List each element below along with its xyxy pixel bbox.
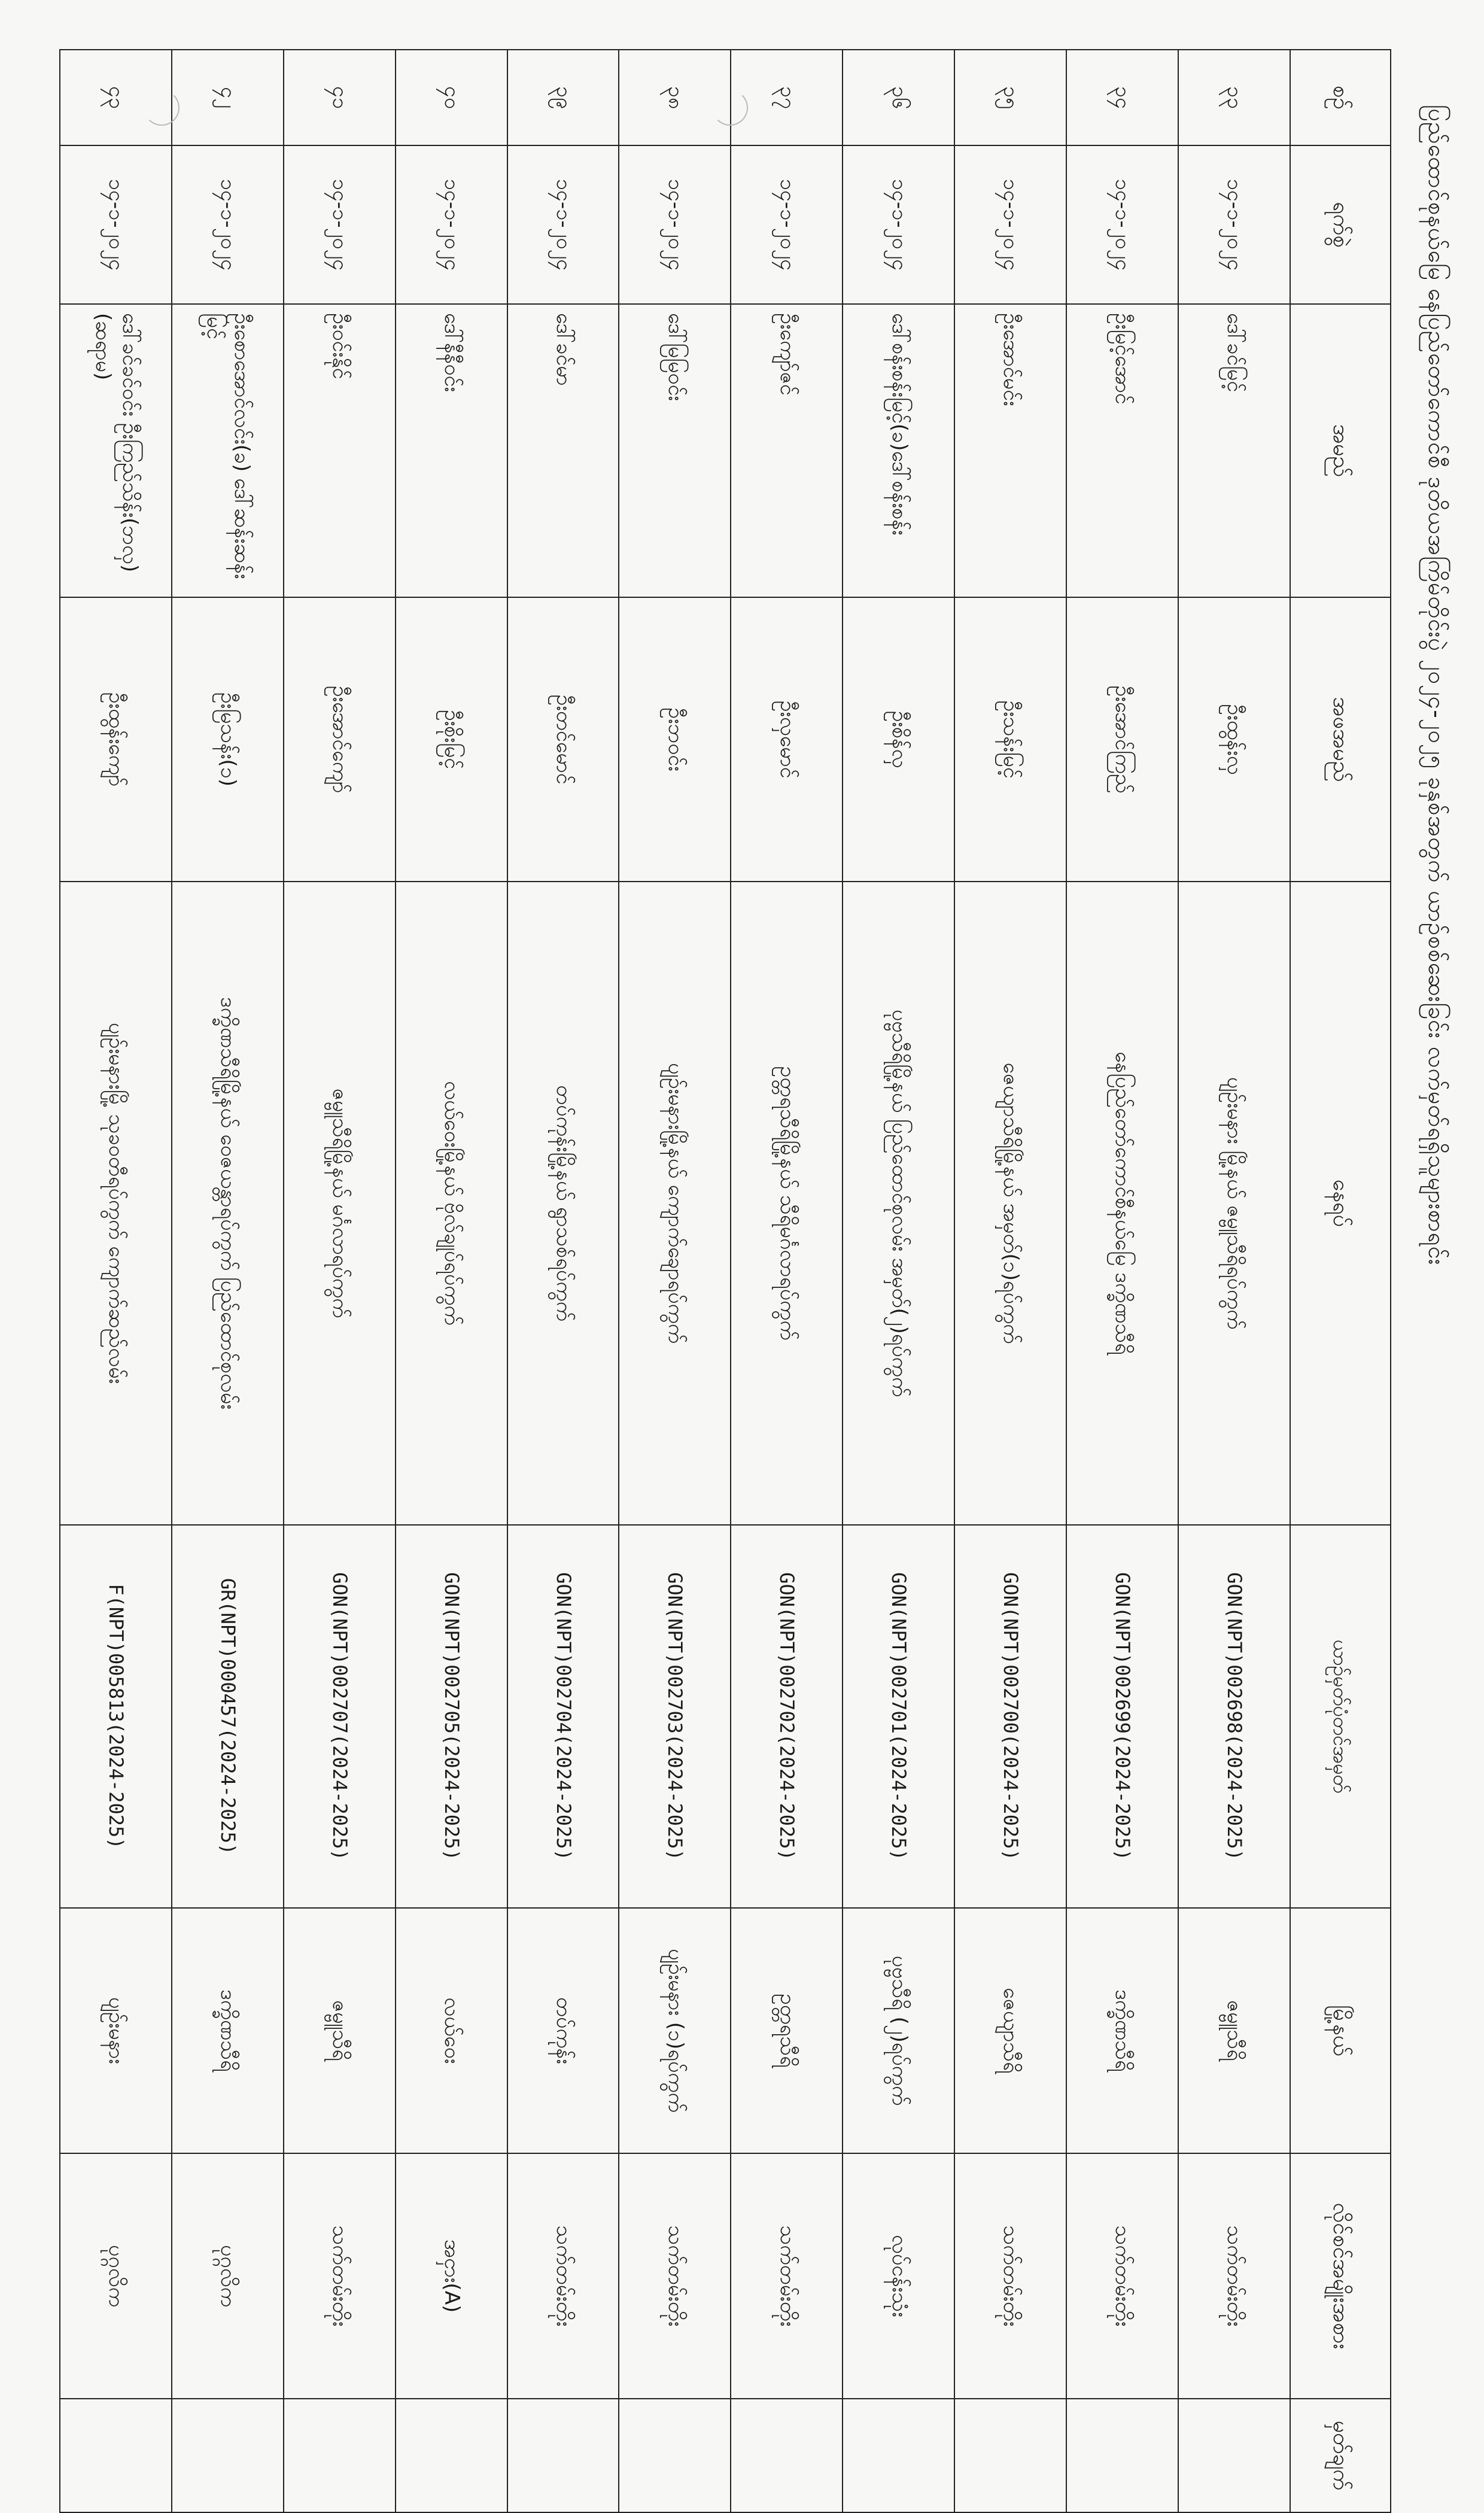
row-father: ဦးထွန်းလှ — [1178, 597, 1290, 882]
row-address: ပျဉ်းမနား မြို့နယ် ဇမ္ဗူသီရိရပ်ကွက် — [1178, 882, 1290, 1525]
row-no: ၄၁ — [284, 50, 396, 145]
header-township: မြို့နယ် — [1290, 1908, 1391, 2153]
header-no: စဉ် — [1290, 50, 1391, 145]
row-name: ဦးကျော်ဇင် — [731, 304, 843, 597]
row-father: ဦးတင်မောင် — [507, 597, 619, 882]
row-registration: GON(NPT)002699(2024-2025) — [1066, 1525, 1178, 1908]
table-row — [954, 50, 1066, 2512]
row-address: လယ်ဝေးမြို့နယ် ဗိုလ်ချုပ်ရပ်ကွက် — [396, 882, 507, 1525]
row-name: ဒေါ်စန်းစန်းမြင့်(ခ)ဒေါ်စန်းစန်း — [843, 304, 954, 597]
row-address: ဒက္ခိဏသီရိမြို့နယ် ဝေဇယန္တာရပ်ကွက် ပြည်ထောင်စုလမ်း — [172, 882, 284, 1525]
row-registration: GON(NPT)002703(2024-2025) — [619, 1525, 731, 1908]
row-address: ဥတ္တရသီရိမြို့နယ် သီရိမင်္ဂလာရပ်ကွက် — [731, 882, 843, 1525]
table-row — [1178, 50, 1290, 2512]
row-township: ဇေယျာသီရိ — [954, 1908, 1066, 2153]
row-no: ၃၅ — [954, 50, 1066, 145]
row-township: ဒက္ခိဏသီရိ — [1066, 1908, 1178, 2153]
row-remark — [731, 2399, 843, 2512]
row-remark — [284, 2399, 396, 2512]
row-license-type: သက်တမ်းတိုး — [731, 2153, 843, 2399]
row-remark — [1066, 2399, 1178, 2512]
row-date: ၁၄-၁-၂၀၂၄ — [731, 145, 843, 304]
row-remark — [1178, 2399, 1290, 2512]
row-license-type: သက်တမ်းတိုး — [1178, 2153, 1290, 2399]
header-remark: မှတ်ချက် — [1290, 2399, 1391, 2512]
row-township: ဒက္ခိဏသီရိ — [172, 1908, 284, 2153]
row-township: ပျဉ်းမနား (၁)ရပ်ကွက် — [619, 1908, 731, 2153]
row-name: ဒေါ်ခင်မြင့် — [1178, 304, 1290, 597]
row-township: တပ်ကုန်း — [507, 1908, 619, 2153]
row-registration: GON(NPT)002704(2024-2025) — [507, 1525, 619, 1908]
row-no: ၄၃ — [60, 50, 172, 145]
row-registration: GON(NPT)002707(2024-2025) — [284, 1525, 396, 1908]
header-address: နေရပ် — [1290, 882, 1391, 1525]
row-township: ပျဉ်းမနား — [60, 1908, 172, 2153]
table-row — [60, 50, 172, 2512]
row-registration: GON(NPT)002700(2024-2025) — [954, 1525, 1066, 1908]
row-date: ၁၄-၁-၂၀၂၄ — [619, 145, 731, 304]
row-registration: GON(NPT)002702(2024-2025) — [731, 1525, 843, 1908]
row-name: ဒေါ်နီနီဝင်း — [396, 304, 507, 597]
row-address: ဇမ္ဗူသီရိမြို့နယ် မင်္ဂလာရပ်ကွက် — [284, 882, 396, 1525]
punch-hole-mark — [144, 90, 180, 126]
table-row — [172, 50, 284, 2512]
header-name: အမည် — [1290, 304, 1391, 597]
table-row — [507, 50, 619, 2512]
row-date: ၁၄-၁-၂၀၂၄ — [1066, 145, 1178, 304]
row-date: ၁၄-၁-၂၀၂၄ — [843, 145, 954, 304]
row-name: ဒေါ်ခင်ခင်ဝင်း ဦးကြည်သိန်း(ဘလှ) (ဆရာမ) — [60, 304, 172, 597]
row-date: ၁၄-၁-၂၀၂၄ — [396, 145, 507, 304]
row-address: တပ်ကုန်းမြို့နယ် ရွာသစ်ရပ်ကွက် — [507, 882, 619, 1525]
row-father: ဦးစိုးမြင့် — [396, 597, 507, 882]
row-date: ၁၄-၁-၂၀၂၄ — [172, 145, 284, 304]
row-date: ၁၄-၁-၂၀၂၄ — [1178, 145, 1290, 304]
row-father: ဦးထွန်းကျော် — [60, 597, 172, 882]
header-father: အဖအမည် — [1290, 597, 1391, 882]
row-registration: GON(NPT)002698(2024-2025) — [1178, 1525, 1290, 1908]
table-row — [284, 50, 396, 2512]
row-license-type: သက်တမ်းတိုး — [284, 2153, 396, 2399]
row-father: ဦးအောင်ကျော် — [284, 597, 396, 882]
row-name: ဦးစောအောင်လင်း(ခ) ဒေါ်ဆန်းဆန်းမြင့် — [172, 304, 284, 597]
row-remark — [619, 2399, 731, 2512]
row-license-type: သက်တမ်းတိုး — [954, 2153, 1066, 2399]
row-name: ဒေါ်ခင်မာ — [507, 304, 619, 597]
row-father: ဦးဘဝင်း — [619, 597, 731, 882]
row-name: ဦးအောင်မင်း — [954, 304, 1066, 597]
row-remark — [954, 2399, 1066, 2512]
row-date: ၁၄-၁-၂၀၂၄ — [507, 145, 619, 304]
row-township: ဇမ္ဗူသီရိ — [1178, 1908, 1290, 2153]
row-father: ဦးစိန်လှ — [843, 597, 954, 882]
row-registration: F(NPT)005813(2024-2025) — [60, 1525, 172, 1908]
row-no: ၃၃ — [1178, 50, 1290, 145]
row-remark — [843, 2399, 954, 2512]
row-no: ၃၇ — [731, 50, 843, 145]
row-address: ပျဉ်းမနားမြို့ သုခဝတီရပ်ကွက် ကျောက်ဆည်လမ်း — [60, 882, 172, 1525]
register-table-body — [60, 50, 1391, 2512]
table-row — [396, 50, 507, 2512]
page-title: ပြည်ထောင်စုနယ်မြေ နေပြည်တော်ကောင်စီ ဒုတိယအကြိမ်တိုင်းပွဲ ၂၀၂၄-၂၀၂၅ ခုနှစ်အတွက် ယာဉ်စစ်ဆေးခြင်း လက်မှတ်ရရှိသူများစာရင်း — [1424, 105, 1450, 1266]
row-township: လယ်ဝေး — [396, 1908, 507, 2153]
table-row — [619, 50, 731, 2512]
row-date: ၁၄-၁-၂၀၂၄ — [284, 145, 396, 304]
row-no: ၃၈ — [619, 50, 731, 145]
row-name: ဒေါ်မြမြဝင်း — [619, 304, 731, 597]
row-license-type: ပုဂ္ဂလိက — [60, 2153, 172, 2399]
row-name: ဦးဝင်းနိုင် — [284, 304, 396, 597]
punch-hole-mark — [712, 90, 748, 126]
row-license-type: လုပ်ငန်းသုံး — [843, 2153, 954, 2399]
row-township: ဥတ္တရသီရိ — [731, 1908, 843, 2153]
row-no: ၄၂ — [172, 50, 284, 145]
row-father: ဦးလှမောင် — [731, 597, 843, 882]
table-row — [843, 50, 954, 2512]
row-registration: GON(NPT)002705(2024-2025) — [396, 1525, 507, 1908]
row-date: ၁၄-၁-၂၀၂၄ — [954, 145, 1066, 304]
row-remark — [172, 2399, 284, 2512]
row-no: ၃၄ — [1066, 50, 1178, 145]
row-father: ဦးအောင်ကြည် — [1066, 597, 1178, 882]
header-date: ရက်စွဲ — [1290, 145, 1391, 304]
row-address: ပုဗ္ဗသီရိမြို့နယ် ပြည်ထောင်စုလမ်း အမှတ်(၂)ရပ်ကွက် — [843, 882, 954, 1525]
row-township: ဇမ္ဗူသီရိ — [284, 1908, 396, 2153]
table-row — [1066, 50, 1178, 2512]
row-date: ၁၄-၁-၂၀၂၄ — [60, 145, 172, 304]
row-no: ၃၆ — [843, 50, 954, 145]
row-license-type: သက်တမ်းတိုး — [1066, 2153, 1178, 2399]
row-remark — [396, 2399, 507, 2512]
row-address: နေပြည်တော်ကောင်စီနယ်မြေ ဒက္ခိဏသီရိ — [1066, 882, 1178, 1525]
row-no: ၃၉ — [507, 50, 619, 145]
row-father: ဦးမြသန်း(၁) — [172, 597, 284, 882]
row-township: ပုဗ္ဗသီရိ (၂)ရပ်ကွက် — [843, 1908, 954, 2153]
table-header-row — [1290, 50, 1391, 2512]
table-row — [731, 50, 843, 2512]
row-address: ဇေယျာသီရိမြို့နယ် အမှတ်(၁)ရပ်ကွက် — [954, 882, 1066, 1525]
row-license-type: သက်တမ်းတိုး — [619, 2153, 731, 2399]
row-name: ဦးမြင့်အောင် — [1066, 304, 1178, 597]
row-registration: GON(NPT)002701(2024-2025) — [843, 1525, 954, 1908]
row-remark — [60, 2399, 172, 2512]
row-father: ဦးသန်းမြင့် — [954, 597, 1066, 882]
header-license-type: လိုင်စင်အမျိုးအစား — [1290, 2153, 1391, 2399]
row-no: ၄၀ — [396, 50, 507, 145]
header-registration: ယာဉ်မှတ်ပုံတင်အမှတ် — [1290, 1525, 1391, 1908]
row-license-type: ပုဂ္ဂလိက — [172, 2153, 284, 2399]
row-license-type: အငှား(A) — [396, 2153, 507, 2399]
register-table — [59, 49, 1391, 2513]
row-address: ပျဉ်းမနားမြို့နယ် ကျောက်ချောရပ်ကွက် — [619, 882, 731, 1525]
row-registration: GR(NPT)000457(2024-2025) — [172, 1525, 284, 1908]
row-remark — [507, 2399, 619, 2512]
row-license-type: သက်တမ်းတိုး — [507, 2153, 619, 2399]
